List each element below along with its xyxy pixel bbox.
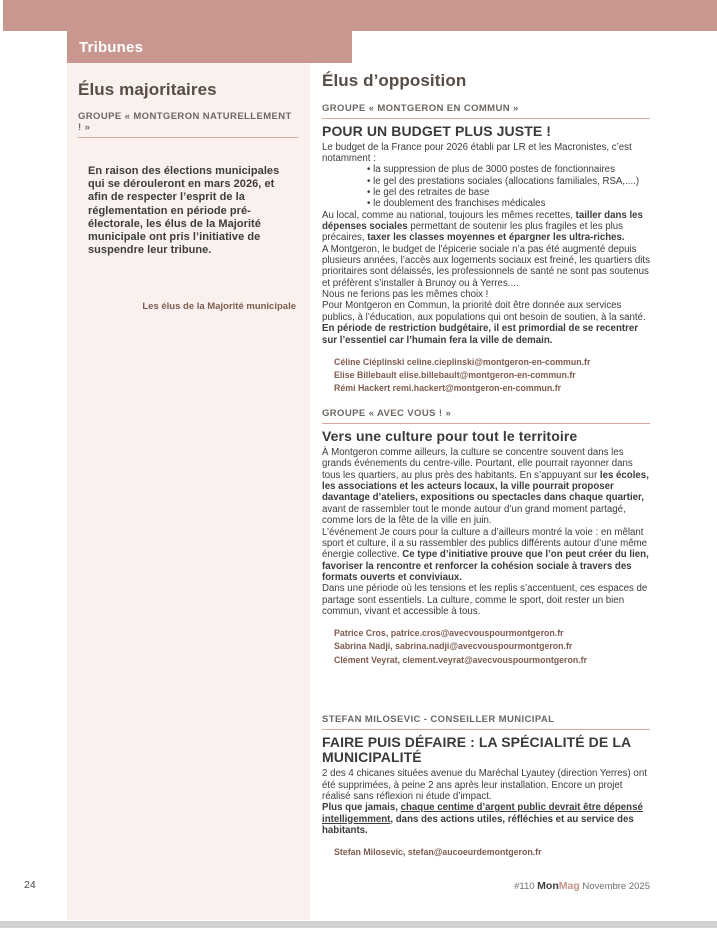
tribune-bullet-list xyxy=(322,164,650,209)
tribune-paragraph xyxy=(322,210,650,244)
tribune-signatures xyxy=(334,356,650,396)
majority-body-text: En raison des élections municipales qui se dérouleront en mars 2026, et afin de respecter l’esprit de la réglementation en période pré-électorale, les élus de la Majorité municipale ont pris l’initiative de suspendre leur tribune. xyxy=(88,165,280,257)
text-run: En période de restriction budgétaire, il est primordial de se recentrer sur l’essentiel car l’humain fera la ville de demain. xyxy=(322,323,639,346)
opposition-column xyxy=(322,71,650,859)
tribune-section xyxy=(322,408,650,666)
page-number: 24 xyxy=(24,879,36,891)
signature-line: Céline Ciéplinski celine.cieplinski@montgeron-en-commun.fr xyxy=(334,356,591,367)
tribune-paragraph xyxy=(322,289,650,300)
tribune-section xyxy=(322,714,650,860)
tribune-bullet-item: • le gel des retraites de base xyxy=(367,187,650,198)
signature-line: Stefan Milosevic, stefan@aucoeurdemontgeron.fr xyxy=(334,847,542,858)
text-run: Plus que jamais, xyxy=(322,802,401,814)
text-run: avant de rassembler tout le monde autour d’un grand moment partagé, comme lors de la fête de la ville en juin. xyxy=(322,503,626,527)
tribune-paragraph xyxy=(322,802,650,836)
signature-line: Sabrina Nadji, sabrina.nadji@avecvouspourmontgeron.fr xyxy=(334,641,573,652)
text-run: Nous ne ferions pas les mêmes choix ! xyxy=(322,289,489,301)
tribune-bullet-item: • le gel des prestations sociales (allocations familiales, RSA,....) xyxy=(367,176,650,187)
signature-line: Clément Veyrat, clement.veyrat@avecvouspourmontgeron.fr xyxy=(334,654,588,665)
tribune-paragraph xyxy=(322,527,650,584)
signature-line: Patrice Cros, patrice.cros@avecvouspourmontgeron.fr xyxy=(334,628,564,639)
signature-line: Elise Billebault elise.billebault@montgeron-en-commun.fr xyxy=(334,370,576,381)
text-run: taxer les classes moyennes et épargner les ultra-riches. xyxy=(367,232,625,244)
text-run: Dans une période où les tensions et les replis s’accentuent, ces espaces de partage sont essentiels. La culture, comme le sport, doit rester un bien commun, vivant et accessible à tous. xyxy=(322,583,648,617)
tribune-paragraph xyxy=(322,583,650,617)
tribune-bullet-item: • le doublement des franchises médicales xyxy=(367,198,650,209)
signature-line: Rémi Hackert remi.hackert@montgeron-en-commun.fr xyxy=(334,383,562,394)
tribune-title: POUR UN BUDGET PLUS JUSTE ! xyxy=(322,123,552,139)
text-run: Le budget de la France pour 2026 établi par LR et les Macronistes, c’est notamment : xyxy=(322,141,632,165)
text-run: Pour Montgeron en Commun, la priorité doit être donnée aux services publics, à l’éducation, aux populations qui ont besoin de soutien, à la santé. xyxy=(322,300,646,323)
text-run: les écoles, les associations et les acteurs locaux, la ville pourrait proposer davantage d’ateliers, expositions ou spectacles dans chaque quartier, xyxy=(322,469,649,504)
tribune-paragraph xyxy=(322,323,650,346)
majority-heading: Élus majoritaires xyxy=(78,80,217,99)
opposition-sections xyxy=(322,103,650,859)
text-run: chaque centime d’argent public devrait être dépensé intelligemment xyxy=(322,802,643,825)
text-run: A Montgeron, le budget de l’épicerie sociale n’a pas été augmenté depuis plusieurs années, l’accès aux logements sociaux est freiné, les quartiers dits prioritaires sont délaissés, les professionnels de santé ne sont pas soutenus et préfèrent s’installer à Brunoy ou à Yerres.... xyxy=(322,243,650,289)
tribune-title: Vers une culture pour tout le territoire xyxy=(322,428,578,445)
text-run: permettant de soutenir les plus fragiles et les plus précaires, xyxy=(322,221,624,244)
text-run: Au local, comme au national, toujours les mêmes recettes, xyxy=(322,209,576,221)
top-rose-band xyxy=(3,0,717,31)
tribune-group-label: GROUPE « AVEC VOUS ! » xyxy=(322,408,650,424)
footer-brand-mon: Mon xyxy=(537,880,559,892)
text-run: À Montgeron comme ailleurs, la culture se concentre souvent dans les grands événements du centre-ville. Pourtant, elle pourrait rayonner dans tous les quartiers, au plus près des habitants. En s’appuyant sur xyxy=(322,447,633,481)
tribune-group-label: STEFAN MILOSEVIC - CONSEILLER MUNICIPAL xyxy=(322,714,650,730)
tribune-signatures xyxy=(334,846,650,859)
tribune-bullet-item: • la suppression de plus de 3000 postes de fonctionnaires xyxy=(367,164,650,175)
footer-brand-mag: Mag xyxy=(558,880,580,892)
text-run: 2 des 4 chicanes situées avenue du Maréchal Lyautey (direction Yerres) ont été supprimées, à peine 2 ans après leur installation. Encore un projet réalisé sans réflexion ni étude d’impact. xyxy=(322,768,647,802)
text-run: , dans des actions utiles, réfléchies et au service des habitants. xyxy=(322,813,634,836)
footer-issue-line xyxy=(514,880,650,892)
bottom-gray-strip xyxy=(0,921,717,928)
tribune-section xyxy=(322,103,650,395)
text-run: L’événement Je cours pour la culture a d’ailleurs montré la voie : en mêlant sport et culture, il a su rassembler des publics différents autour d’une même énergie collective. xyxy=(322,526,648,561)
tribune-paragraph xyxy=(322,447,650,526)
tribune-paragraph xyxy=(322,768,650,802)
tribune-title: FAIRE PUIS DÉFAIRE : LA SPÉCIALITÉ DE LA MUNICIPALITÉ xyxy=(322,733,631,766)
text-run: Ce type d’initiative prouve que l’on peut créer du lien, favoriser la rencontre et renforcer la cohésion sociale à travers des formats ouverts et conviviaux. xyxy=(322,549,649,583)
tribune-signatures xyxy=(334,627,650,667)
footer-issue-number: #110 xyxy=(514,881,535,892)
section-banner-label: Tribunes xyxy=(79,38,144,56)
majority-signature: Les élus de la Majorité municipale xyxy=(142,301,296,313)
opposition-heading: Élus d’opposition xyxy=(322,71,467,90)
majority-column xyxy=(67,63,310,920)
text-run: tailler dans les dépenses sociales xyxy=(322,209,643,233)
majority-group-label: GROUPE « MONTGERON NATURELLEMENT ! » xyxy=(78,111,298,138)
tribune-paragraph xyxy=(322,300,650,323)
footer-date: Novembre 2025 xyxy=(582,881,650,892)
tribune-paragraph xyxy=(322,142,650,165)
section-banner xyxy=(67,31,352,63)
tribune-group-label: GROUPE « MONTGERON EN COMMUN » xyxy=(322,103,650,119)
tribune-paragraph xyxy=(322,244,650,289)
